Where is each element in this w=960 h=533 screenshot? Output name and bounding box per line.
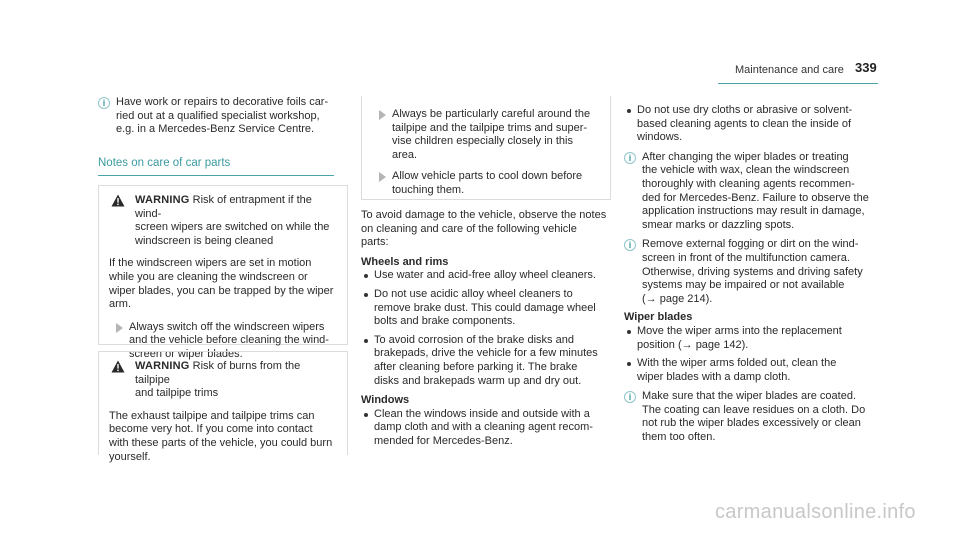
list-item xyxy=(624,325,878,352)
warning-triangle-icon xyxy=(111,194,125,207)
note-wiper-coating xyxy=(624,390,878,444)
heading-wheels: Wheels and rims xyxy=(361,255,449,268)
bullet-dot xyxy=(627,362,631,366)
warning-keyword: WARNING xyxy=(135,194,190,206)
bullet-dot xyxy=(627,330,631,334)
info-icon: i xyxy=(98,97,110,109)
bullet-dot xyxy=(364,413,368,417)
running-header-section: Maintenance and care xyxy=(735,64,844,76)
warning-step-text: Always switch off the windscreen wipers and the vehicle before cleaning the wind- screen or wiper blades. xyxy=(129,320,329,360)
list-item-text: Do not use acidic alloy wheel cleaners to remove brake dust. This could damage wheel bolts and brake components. xyxy=(374,287,596,328)
list-item xyxy=(361,288,611,329)
note-text: After changing the wiper blades or treating the vehicle with wax, clean the windscreen thoroughly with cleaning agents recommen- ded for Mercedes-Benz. Failure to observe the application instructions may result in damage, smear marks or dazzling spots. xyxy=(642,150,869,231)
warning-step-text: Always be particularly careful around the tailpipe and the tailpipe trims and super- vise children especially closely in this area. xyxy=(392,108,591,161)
note-camera-fogging xyxy=(624,238,878,306)
bullet-dot xyxy=(364,274,368,278)
list-item xyxy=(624,104,878,145)
warning-header xyxy=(109,194,337,248)
warning-header xyxy=(109,360,337,401)
info-icon: i xyxy=(624,152,636,164)
note-text: Make sure that the wiper blades are coated. The coating can leave residues on a cloth. Do not rub the wiper blades excessively or clean them too often. xyxy=(642,390,866,444)
header-rule xyxy=(718,83,878,84)
list-item-text: Clean the windows inside and outside with a damp cloth and with a cleaning agent recom- mended for Mercedes-Benz. xyxy=(374,407,593,447)
warning-title xyxy=(135,194,337,248)
note-text: Remove external fogging or dirt on the wind- screen in front of the multifunction camera. Otherwise, driving systems and driving safety systems may be impaired or not available (→ page 214). xyxy=(642,238,863,305)
heading-windows: Windows xyxy=(361,394,410,407)
note-text: Have work or repairs to decorative foils car- ried out at a qualified specialist workshop, e.g. in a Mercedes-Benz Service Centre. xyxy=(116,96,329,136)
note-wiper-wax xyxy=(624,151,878,233)
warning-step xyxy=(372,170,610,197)
intro-paragraph: To avoid damage to the vehicle, observe the notes on cleaning and care of the following vehicle parts: xyxy=(361,209,607,249)
warning-title-text: Risk of burns from the tailpipe and tailpipe trims xyxy=(135,360,301,400)
section-title: Notes on care of car parts xyxy=(98,156,231,169)
list-item-text: Move the wiper arms into the replacement position (→ page 142). xyxy=(637,324,842,351)
warning-continuation-box xyxy=(361,96,611,200)
list-item-text: To avoid corrosion of the brake disks and brakepads, drive the vehicle for a few minutes after cleaning before parking it. The brake disks and brakepads warm up and dry out. xyxy=(374,333,598,387)
section-rule xyxy=(98,175,334,176)
warning-box-burns xyxy=(98,351,348,463)
warning-step-text: Allow vehicle parts to cool down before touching them. xyxy=(392,170,583,196)
warning-triangle-icon xyxy=(111,360,125,373)
section-heading-block xyxy=(98,157,334,177)
column-left xyxy=(98,96,334,176)
bullet-dot xyxy=(364,339,368,343)
column-middle xyxy=(361,209,611,449)
heading-wiper-blades: Wiper blades xyxy=(624,311,693,324)
triangle-arrow-icon xyxy=(379,110,386,120)
warning-body: The exhaust tailpipe and tailpipe trims can become very hot. If you come into contact with these parts of the vehicle, you could burn yourself. xyxy=(109,409,333,463)
list-item xyxy=(361,334,611,388)
warning-step xyxy=(372,108,610,162)
bullet-dot xyxy=(627,109,631,113)
warning-title xyxy=(135,360,337,401)
watermark: carmanualsonline.info xyxy=(715,501,916,523)
triangle-arrow-icon xyxy=(116,323,123,333)
column-right xyxy=(624,104,878,445)
list-item xyxy=(361,408,611,449)
warning-box-entrapment xyxy=(98,185,348,360)
info-icon: i xyxy=(624,239,636,251)
list-item-text: With the wiper arms folded out, clean the wiper blades with a damp cloth. xyxy=(637,357,837,383)
list-item-text: Do not use dry cloths or abrasive or solvent- based cleaning agents to clean the inside of windows. xyxy=(637,104,853,144)
list-item-text: Use water and acid-free alloy wheel cleaners. xyxy=(374,269,596,282)
triangle-arrow-icon xyxy=(379,172,386,182)
warning-keyword: WARNING xyxy=(135,360,190,372)
list-item xyxy=(624,357,878,384)
warning-title-text: Risk of entrapment if the wind- screen wipers are switched on while the windscreen is being cleaned xyxy=(135,194,330,247)
warning-body: If the windscreen wipers are set in motion while you are cleaning the windscreen or wiper blades, you can be trapped by the wiper arm. xyxy=(109,257,334,311)
info-icon: i xyxy=(624,391,636,403)
list-item xyxy=(361,269,611,283)
note-decorative-foils xyxy=(98,96,334,137)
bullet-dot xyxy=(364,293,368,297)
page-number: 339 xyxy=(855,60,877,75)
